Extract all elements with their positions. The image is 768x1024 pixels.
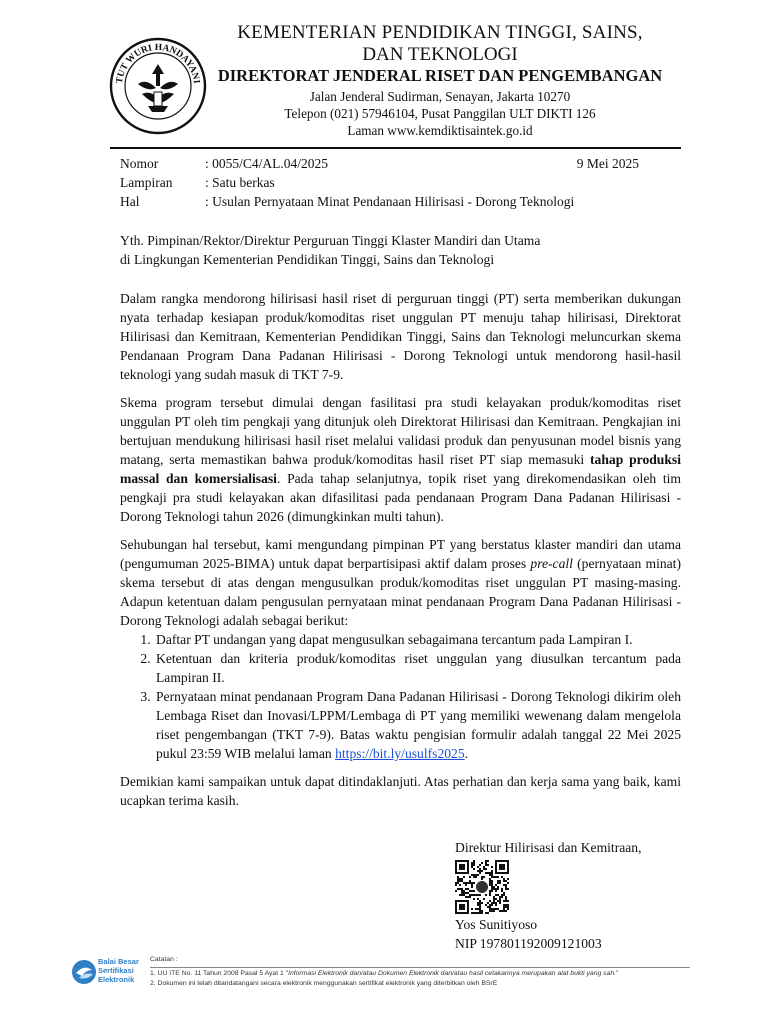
hal-label: Hal — [120, 194, 140, 209]
logo-motto: TUT WURI HANDAYANI — [115, 42, 201, 85]
letterhead-address — [180, 88, 700, 139]
nomor-value: : 0055/C4/AL.04/2025 — [205, 156, 329, 171]
letter-body — [120, 289, 681, 810]
list-item: 3. Pernyataan minat pendanaan Program Dana Padanan Hilirisasi - Dorong Teknologi dikirim oleh Lembaga Riset dan Inovasi/LPPM/Lembaga di PT yang memiliki wewenang dalam mengelola riset pengembangan (TKT 7-9). Batas waktu pengisian formulir adalah tanggal 22 Mei 2025 pukul 23:59 WIB melalui laman https://bit.ly/usulfs2025. — [154, 687, 681, 763]
form-link[interactable]: https://bit.ly/usulfs2025 — [335, 746, 465, 761]
addressee — [120, 231, 681, 269]
addressee-line2: di Lingkungan Kementerian Pendidikan Tinggi, Sains dan Teknologi — [120, 252, 495, 267]
signatory-title: Direktur Hilirisasi dan Kemitraan, — [455, 840, 642, 855]
bsre-label-1: Balai Besar — [98, 957, 139, 966]
lampiran-value: : Satu berkas — [205, 175, 275, 190]
address-line: Jalan Jenderal Sudirman, Senayan, Jakarta 10270 — [309, 89, 571, 104]
lampiran-label: Lampiran — [120, 175, 173, 190]
signature-block — [455, 838, 685, 953]
directorate-name: DIREKTORAT JENDERAL RISET DAN PENGEMBANGAN — [217, 66, 663, 85]
hal-value: : Usulan Pernyataan Minat Pendanaan Hilirisasi - Dorong Teknologi — [205, 194, 575, 209]
ministry-name-line2: DAN TEKNOLOGI — [362, 44, 518, 65]
addressee-line1: Yth. Pimpinan/Rektor/Direktur Perguruan Tinggi Klaster Mandiri dan Utama — [120, 233, 541, 248]
signatory-nip: NIP 197801192009121003 — [455, 936, 602, 951]
paragraph-1: Dalam rangka mendorong hilirisasi hasil riset di perguruan tinggi (PT) serta memberikan dukungan nyata terhadap kesiapan produk/komoditas riset unggulan PT menuju tahap hilirisasi, Direktorat Hilirisasi dan Kemitraan, Kementerian Pendidikan Tinggi, Sains dan Teknologi meluncurkan skema Pendanaan Program Dana Padanan Hilirisasi - Dorong Teknologi untuk mendorong hasil-hasil teknologi yang sudah masuk di TKT 7-9. — [120, 291, 681, 382]
website-line: Laman www.kemdiktisaintek.go.id — [347, 123, 533, 138]
signatory-name: Yos Sunitiyoso — [455, 917, 538, 932]
bsre-label-3: Elektronik — [98, 975, 135, 984]
paragraph-3: Sehubungan hal tersebut, kami mengundang pimpinan PT yang berstatus klaster mandiri dan utama (pengumuman 2025-BIMA) untuk dapat berpartisipasi aktif dalam proses pre-call (pernyataan minat) skema tersebut di atas dengan mengusulkan produk/komoditas riset unggulan PT masing-masing. Adapun ketentuan dalam pengusulan pernyataan minat pendanaan Program Dana Padanan Hilirisasi - Dorong Teknologi adalah sebagai berikut: — [120, 537, 681, 628]
bsre-logo — [70, 956, 148, 990]
closing-paragraph: Demikian kami sampaikan untuk dapat ditindaklanjuti. Atas perhatian dan kerja sama yang baik, kami ucapkan terima kasih. — [120, 774, 681, 808]
bold-phrase: tahap produksi massal dan komersialisasi — [120, 452, 681, 486]
note-2: 2. Dokumen ini telah ditandatangani secara elektronik menggunakan sertifikat elektronik yang diterbitkan oleh BSrE — [150, 980, 498, 987]
letter-meta — [120, 154, 681, 211]
footer-notes — [150, 955, 710, 989]
letter-date: 9 Mei 2025 — [576, 156, 639, 171]
bsre-label-2: Sertifikasi — [98, 966, 134, 975]
letterhead-rule-thick — [110, 147, 681, 149]
list-item: 1. Daftar PT undangan yang dapat mengusulkan sebagaimana tercantum pada Lampiran I. — [154, 630, 681, 649]
note-1: 1. UU ITE No. 11 Tahun 2008 Pasal 5 Ayat 1 "Informasi Elektronik dan/atau Dokumen Elektronik dan/atau hasil cetakannya merupakan alat bukti yang sah." — [150, 970, 619, 977]
requirements-list — [120, 630, 681, 763]
italic-term: pre-call — [530, 556, 573, 571]
catatan-label: Catatan : — [150, 956, 178, 963]
qr-code — [455, 860, 509, 914]
footer-rule — [150, 967, 690, 968]
nomor-label: Nomor — [120, 156, 159, 171]
phone-line: Telepon (021) 57946104, Pusat Panggilan ULT DIKTI 126 — [284, 106, 596, 121]
paragraph-2: Skema program tersebut dimulai dengan fasilitasi pra studi kelayakan produk/komoditas riset unggulan PT oleh tim pengkaji yang ditunjuk oleh Direktorat Hilirisasi dan Kemitraan. Pengkajian ini bertujuan mendukung hilirisasi hasil riset melalui validasi produk dan penyusunan model bisnis yang matang, serta memastikan bahwa produk/komoditas hasil riset PT siap memasuki tahap produksi massal dan komersialisasi. Pada tahap selanjutnya, topik riset yang direkomendasikan oleh tim pengkaji pra studi kelayakan akan difasilitasi pada pendanaan Program Dana Padanan Hilirisasi - Dorong Teknologi tahun 2026 (dimungkinkan multi tahun). — [120, 395, 681, 524]
ministry-name-line1: KEMENTERIAN PENDIDIKAN TINGGI, SAINS, — [237, 22, 643, 43]
list-item: 2. Ketentuan dan kriteria produk/komoditas riset unggulan yang diusulkan tercantum pada Lampiran II. — [154, 649, 681, 687]
